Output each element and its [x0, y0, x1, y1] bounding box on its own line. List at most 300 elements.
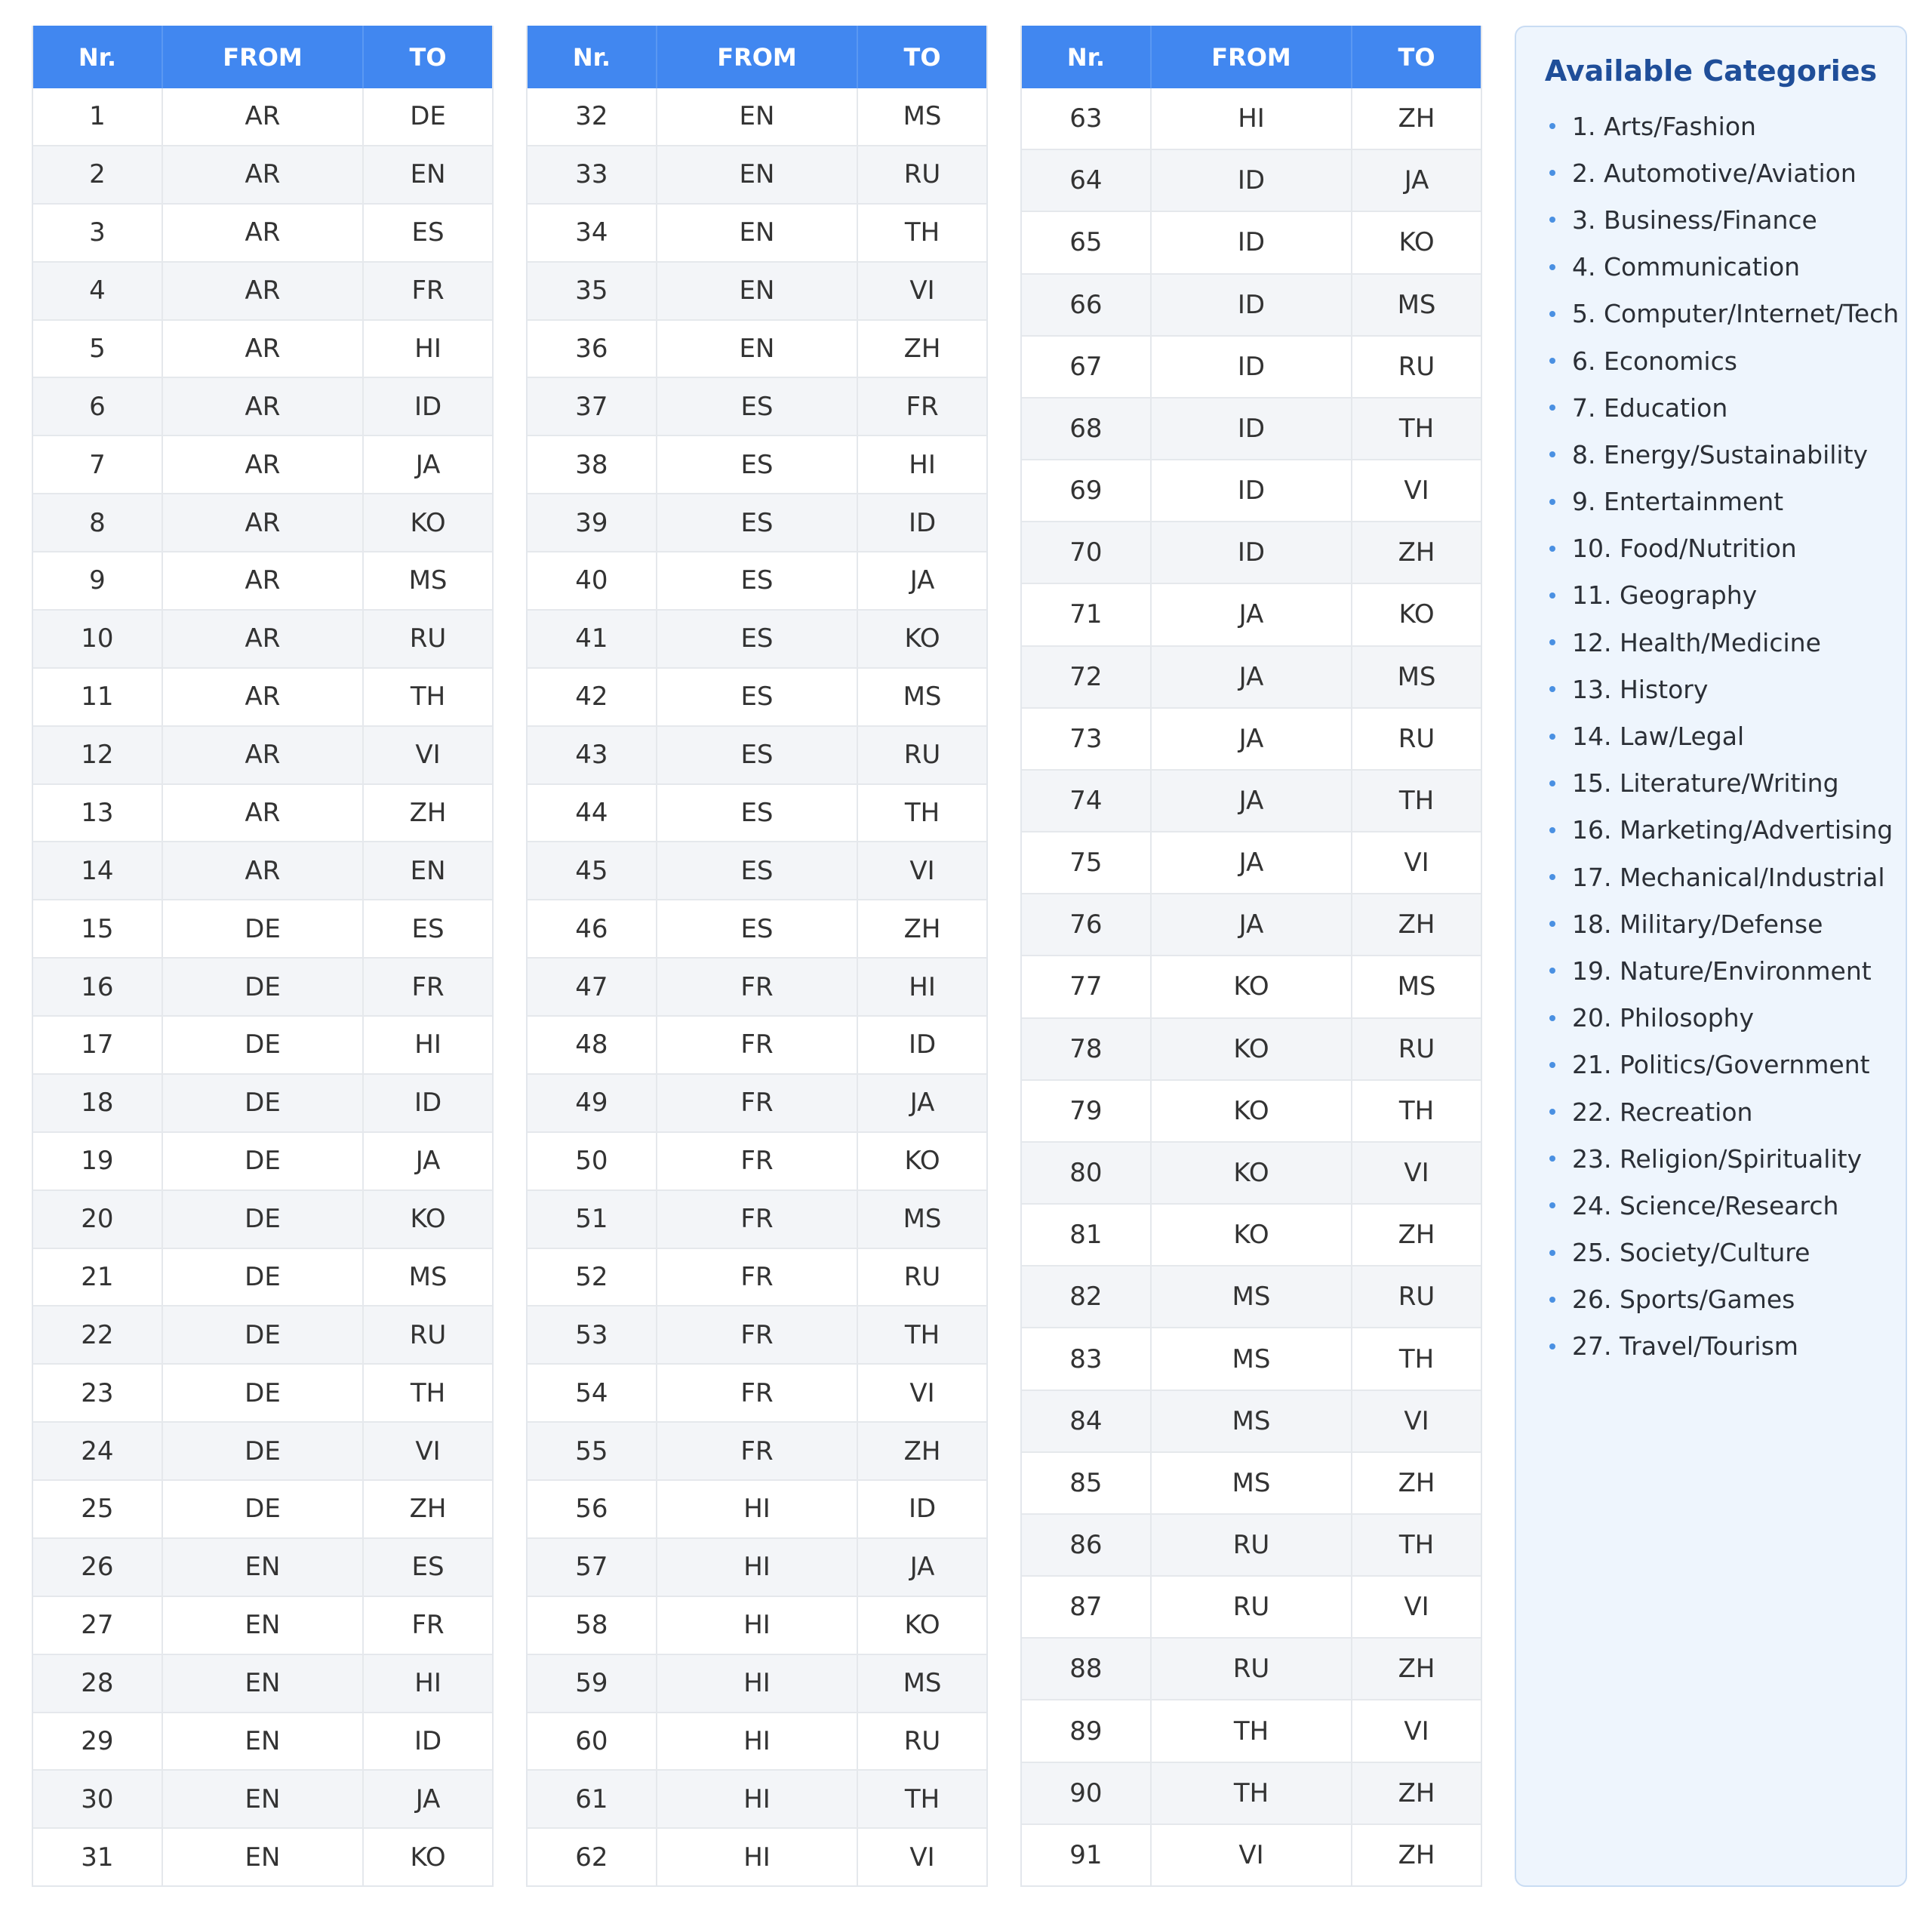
cell-from: DE [163, 1075, 364, 1131]
table-row [1022, 273, 1481, 335]
cell-nr: 40 [528, 552, 657, 609]
cell-to: MS [1397, 661, 1436, 692]
cell-from: FR [657, 1075, 858, 1131]
cell-to: RU [1398, 351, 1435, 382]
category-item [1549, 196, 1906, 243]
category-item [1549, 337, 1906, 384]
category-label: 4. Communication [1572, 252, 1801, 282]
header-from: FROM [1152, 26, 1352, 88]
table-row [1022, 1637, 1481, 1699]
category-item [1549, 103, 1906, 149]
cell-to: ZH [1398, 1654, 1435, 1685]
table-row [33, 783, 492, 842]
cell-nr: 6 [33, 378, 163, 435]
table-row [528, 1131, 986, 1189]
cell-to: ZH [903, 333, 941, 364]
cell-from: KO [1152, 1019, 1352, 1079]
cell-nr: 47 [528, 959, 657, 1015]
cell-from: ES [657, 611, 858, 667]
cell-nr: 15 [33, 900, 163, 957]
language-pairs-table-1 [32, 26, 494, 1887]
cell-nr: 28 [33, 1655, 163, 1712]
cell-from: ES [657, 842, 858, 899]
table-row [528, 1015, 986, 1073]
table-body [33, 88, 492, 1885]
category-item [1549, 807, 1906, 854]
table-row [528, 725, 986, 783]
cell-from: AR [163, 669, 364, 725]
cell-to: RU [903, 740, 941, 771]
cell-to: ZH [903, 1436, 941, 1466]
bullet-icon [1549, 1015, 1555, 1021]
cell-nr: 20 [33, 1191, 163, 1248]
cell-from: ES [657, 669, 858, 725]
cell-nr: 13 [33, 785, 163, 842]
table-body [1022, 88, 1481, 1885]
category-label: 14. Law/Legal [1572, 722, 1745, 752]
cell-to: ZH [1398, 103, 1435, 134]
table-row [33, 551, 492, 609]
table-row [528, 261, 986, 319]
cell-from: ID [1152, 460, 1352, 521]
cell-from: RU [1152, 1577, 1352, 1637]
cell-from: AR [163, 321, 364, 377]
cell-to: HI [414, 1668, 441, 1699]
cell-from: AR [163, 842, 364, 899]
cell-from: FR [657, 1365, 858, 1421]
category-item [1549, 712, 1906, 759]
cell-nr: 18 [33, 1075, 163, 1131]
cell-to: JA [1404, 165, 1429, 196]
table-row [33, 1827, 492, 1885]
cell-nr: 1 [33, 88, 163, 145]
cell-from: AR [163, 146, 364, 203]
table-row [33, 725, 492, 783]
cell-nr: 89 [1022, 1700, 1152, 1761]
cell-nr: 83 [1022, 1328, 1152, 1389]
cell-to: ZH [1398, 1220, 1435, 1251]
cell-nr: 63 [1022, 88, 1152, 149]
cell-to: MS [903, 1668, 942, 1699]
cell-from: DE [163, 1481, 364, 1537]
cell-to: KO [904, 1610, 940, 1641]
cell-from: AR [163, 785, 364, 842]
cell-from: FR [657, 1423, 858, 1479]
category-item [1549, 1135, 1906, 1182]
table-row [528, 203, 986, 261]
cell-from: ES [657, 552, 858, 609]
cell-nr: 4 [33, 263, 163, 319]
cell-from: HI [657, 1481, 858, 1537]
cell-from: FR [657, 1249, 858, 1306]
table-row [33, 203, 492, 261]
table-row [33, 1131, 492, 1189]
cell-to: VI [909, 855, 935, 886]
category-label: 25. Society/Culture [1572, 1238, 1810, 1268]
cell-to: ID [908, 1029, 937, 1060]
cell-from: EN [163, 1771, 364, 1827]
cell-to: VI [1404, 1592, 1429, 1623]
cell-nr: 69 [1022, 460, 1152, 521]
cell-to: FR [411, 275, 445, 306]
cell-from: ID [1152, 399, 1352, 459]
cell-to: TH [1398, 1343, 1435, 1374]
cell-nr: 65 [1022, 212, 1152, 272]
cell-nr: 41 [528, 611, 657, 667]
cell-nr: 78 [1022, 1019, 1152, 1079]
cell-from: AR [163, 611, 364, 667]
table-row [1022, 1513, 1481, 1575]
cell-to: TH [1398, 785, 1435, 816]
category-label: 13. History [1572, 674, 1709, 704]
cell-to: TH [410, 1377, 446, 1408]
table-row [33, 88, 492, 145]
cell-from: HI [657, 1829, 858, 1885]
table-row [33, 841, 492, 899]
table-row [528, 1479, 986, 1537]
table-row [33, 1363, 492, 1421]
table-row [528, 1712, 986, 1770]
cell-nr: 57 [528, 1539, 657, 1596]
bullet-icon [1549, 827, 1555, 833]
cell-nr: 71 [1022, 584, 1152, 645]
cell-from: HI [657, 1597, 858, 1654]
table-row [528, 377, 986, 435]
cell-nr: 35 [528, 263, 657, 319]
cell-from: VI [1152, 1825, 1352, 1885]
cell-from: KO [1152, 1081, 1352, 1141]
cell-nr: 16 [33, 959, 163, 1015]
cell-to: MS [903, 682, 942, 712]
cell-nr: 86 [1022, 1515, 1152, 1575]
cell-nr: 61 [528, 1771, 657, 1827]
cell-to: ZH [409, 797, 447, 828]
cell-to: KO [904, 623, 940, 654]
cell-to: VI [909, 1377, 935, 1408]
cell-to: KO [1398, 227, 1435, 258]
language-pairs-table-2 [526, 26, 988, 1887]
cell-from: KO [1152, 1205, 1352, 1265]
cell-nr: 49 [528, 1075, 657, 1131]
cell-to: VI [1404, 1158, 1429, 1188]
cell-nr: 87 [1022, 1577, 1152, 1637]
cell-to: KO [410, 1842, 446, 1873]
cell-to: RU [903, 1261, 941, 1292]
cell-to: ES [411, 913, 445, 944]
table-row [1022, 459, 1481, 521]
cell-nr: 52 [528, 1249, 657, 1306]
bullet-icon [1549, 170, 1555, 176]
table-row [528, 1073, 986, 1131]
table-body [528, 88, 986, 1885]
cell-to: ZH [1398, 1467, 1435, 1498]
header-to: TO [903, 42, 941, 72]
cell-to: ZH [409, 1494, 447, 1525]
cell-from: ID [1152, 275, 1352, 335]
cell-from: ID [1152, 337, 1352, 397]
category-item [1549, 244, 1906, 291]
cell-from: KO [1152, 956, 1352, 1017]
cell-from: MS [1152, 1266, 1352, 1327]
bullet-icon [1549, 358, 1555, 364]
cell-from: TH [1152, 1763, 1352, 1823]
cell-from: ES [657, 494, 858, 551]
table-row [528, 1537, 986, 1596]
cell-from: AR [163, 494, 364, 551]
table-row [1022, 1762, 1481, 1823]
cell-to: VI [415, 740, 441, 771]
category-label: 8. Energy/Sustainability [1572, 439, 1869, 469]
cell-from: JA [1152, 584, 1352, 645]
cell-to: FR [906, 391, 939, 422]
cell-to: ID [414, 1725, 442, 1756]
cell-from: EN [657, 263, 858, 319]
cell-nr: 43 [528, 727, 657, 783]
bullet-icon [1549, 686, 1555, 692]
table-row [528, 783, 986, 842]
cell-to: TH [904, 1783, 940, 1814]
cell-to: FR [411, 1610, 445, 1641]
cell-from: DE [163, 1017, 364, 1073]
category-label: 10. Food/Nutrition [1572, 534, 1797, 564]
categories-panel [1515, 26, 1907, 1887]
header-nr: Nr. [1022, 26, 1152, 88]
cell-to: ES [411, 1552, 445, 1583]
categories-list [1516, 103, 1906, 1370]
table-row [33, 609, 492, 667]
cell-to: JA [909, 1552, 935, 1583]
table-row [33, 493, 492, 551]
cell-from: DE [163, 1365, 364, 1421]
category-label: 12. Health/Medicine [1572, 627, 1821, 657]
cell-to: TH [904, 1319, 940, 1350]
cell-to: ID [908, 1494, 937, 1525]
cell-nr: 66 [1022, 275, 1152, 335]
cell-from: JA [1152, 709, 1352, 769]
cell-to: TH [1398, 413, 1435, 444]
category-label: 3. Business/Finance [1572, 205, 1817, 235]
table-row [1022, 1575, 1481, 1637]
bullet-icon [1549, 780, 1555, 786]
category-label: 27. Travel/Tourism [1572, 1331, 1798, 1362]
cell-from: EN [657, 205, 858, 261]
table-row [1022, 88, 1481, 149]
cell-from: FR [657, 1017, 858, 1073]
cell-to: RU [903, 159, 941, 190]
table-row [33, 1479, 492, 1537]
table-row [1022, 397, 1481, 459]
cell-nr: 77 [1022, 956, 1152, 1017]
cell-from: HI [657, 1713, 858, 1770]
category-item [1549, 995, 1906, 1042]
cell-nr: 46 [528, 900, 657, 957]
table-row [1022, 893, 1481, 955]
bullet-icon [1549, 264, 1555, 270]
bullet-icon [1549, 311, 1555, 317]
table-row [528, 145, 986, 203]
bullet-icon [1549, 405, 1555, 411]
cell-from: ID [1152, 212, 1352, 272]
bullet-icon [1549, 968, 1555, 974]
table-row [33, 1305, 492, 1363]
cell-to: RU [1398, 1033, 1435, 1064]
cell-nr: 33 [528, 146, 657, 203]
table-row [33, 957, 492, 1015]
table-row [528, 1769, 986, 1827]
category-label: 24. Science/Research [1572, 1190, 1839, 1220]
table-row [528, 667, 986, 725]
category-item [1549, 666, 1906, 712]
bullet-icon [1549, 1062, 1555, 1068]
cell-to: ES [411, 217, 445, 248]
cell-nr: 19 [33, 1133, 163, 1189]
category-label: 17. Mechanical/Industrial [1572, 862, 1885, 892]
cell-nr: 68 [1022, 399, 1152, 459]
category-item [1549, 1323, 1906, 1370]
cell-from: AR [163, 436, 364, 493]
cell-from: FR [657, 1133, 858, 1189]
cell-nr: 51 [528, 1191, 657, 1248]
table-row [1022, 707, 1481, 769]
table-row [33, 1189, 492, 1248]
table-row [33, 1015, 492, 1073]
cell-to: KO [904, 1146, 940, 1177]
table-header [528, 26, 986, 88]
cell-from: JA [1152, 832, 1352, 893]
cell-nr: 58 [528, 1597, 657, 1654]
cell-nr: 36 [528, 321, 657, 377]
cell-nr: 45 [528, 842, 657, 899]
cell-to: VI [909, 275, 935, 306]
bullet-icon [1549, 734, 1555, 740]
cell-nr: 26 [33, 1539, 163, 1596]
cell-nr: 14 [33, 842, 163, 899]
table-row [1022, 521, 1481, 583]
bullet-icon [1549, 639, 1555, 645]
cell-to: RU [1398, 723, 1435, 754]
cell-to: JA [909, 565, 935, 596]
bullet-icon [1549, 123, 1555, 129]
cell-from: MS [1152, 1328, 1352, 1389]
cell-to: RU [903, 1725, 941, 1756]
cell-from: ES [657, 900, 858, 957]
cell-from: JA [1152, 771, 1352, 831]
cell-to: MS [408, 1261, 448, 1292]
category-label: 15. Literature/Writing [1572, 768, 1839, 799]
table-row [1022, 1699, 1481, 1761]
cell-from: FR [657, 959, 858, 1015]
cell-from: EN [163, 1597, 364, 1654]
cell-from: KO [1152, 1143, 1352, 1203]
cell-to: ZH [903, 913, 941, 944]
cell-from: MS [1152, 1453, 1352, 1513]
cell-to: TH [1398, 1095, 1435, 1126]
cell-nr: 90 [1022, 1763, 1152, 1823]
cell-to: ZH [1398, 909, 1435, 940]
cell-to: TH [904, 797, 940, 828]
cell-from: EN [163, 1539, 364, 1596]
cell-to: ID [908, 507, 937, 538]
cell-to: TH [904, 217, 940, 248]
cell-nr: 64 [1022, 150, 1152, 211]
category-item [1549, 384, 1906, 431]
table-row [1022, 955, 1481, 1017]
category-label: 21. Politics/Government [1572, 1050, 1870, 1080]
table-row [33, 1654, 492, 1712]
category-item [1549, 149, 1906, 196]
header-from: FROM [163, 26, 364, 88]
table-row [1022, 583, 1481, 645]
cell-from: DE [163, 959, 364, 1015]
category-item [1549, 1276, 1906, 1323]
cell-to: MS [1397, 289, 1436, 320]
table-row [33, 1537, 492, 1596]
cell-nr: 42 [528, 669, 657, 725]
bullet-icon [1549, 451, 1555, 457]
cell-to: MS [1397, 971, 1436, 1002]
header-from: FROM [657, 26, 858, 88]
cell-nr: 60 [528, 1713, 657, 1770]
cell-nr: 8 [33, 494, 163, 551]
cell-to: RU [409, 623, 447, 654]
cell-nr: 54 [528, 1365, 657, 1421]
cell-from: AR [163, 88, 364, 145]
cell-from: ES [657, 378, 858, 435]
cell-to: EN [410, 159, 446, 190]
table-row [1022, 1265, 1481, 1327]
table-row [33, 319, 492, 377]
table-row [528, 1363, 986, 1421]
category-item [1549, 1088, 1906, 1135]
category-label: 26. Sports/Games [1572, 1285, 1795, 1315]
table-row [528, 1189, 986, 1248]
cell-to: ZH [1398, 1777, 1435, 1808]
cell-to: VI [1404, 475, 1429, 506]
cell-from: RU [1152, 1639, 1352, 1699]
cell-to: VI [1404, 1405, 1429, 1436]
cell-nr: 80 [1022, 1143, 1152, 1203]
cell-from: DE [163, 1133, 364, 1189]
table-row [528, 551, 986, 609]
cell-from: HI [657, 1771, 858, 1827]
bullet-icon [1549, 1202, 1555, 1208]
table-row [528, 957, 986, 1015]
header-to: TO [409, 42, 447, 72]
category-item [1549, 1229, 1906, 1276]
table-row [1022, 831, 1481, 893]
cell-to: VI [1404, 848, 1429, 879]
cell-nr: 50 [528, 1133, 657, 1189]
cell-to: HI [909, 449, 936, 480]
cell-nr: 2 [33, 146, 163, 203]
table-row [1022, 149, 1481, 211]
header-to: TO [1398, 42, 1435, 72]
cell-to: KO [1398, 599, 1435, 630]
table-row [33, 667, 492, 725]
category-item [1549, 1182, 1906, 1229]
cell-nr: 27 [33, 1597, 163, 1654]
cell-nr: 11 [33, 669, 163, 725]
table-row [33, 1769, 492, 1827]
bullet-icon [1549, 1156, 1555, 1162]
table-row [528, 1596, 986, 1654]
table-row [1022, 769, 1481, 831]
cell-from: HI [657, 1539, 858, 1596]
category-item [1549, 900, 1906, 947]
cell-to: MS [408, 565, 448, 596]
cell-nr: 21 [33, 1249, 163, 1306]
cell-to: JA [415, 1146, 441, 1177]
